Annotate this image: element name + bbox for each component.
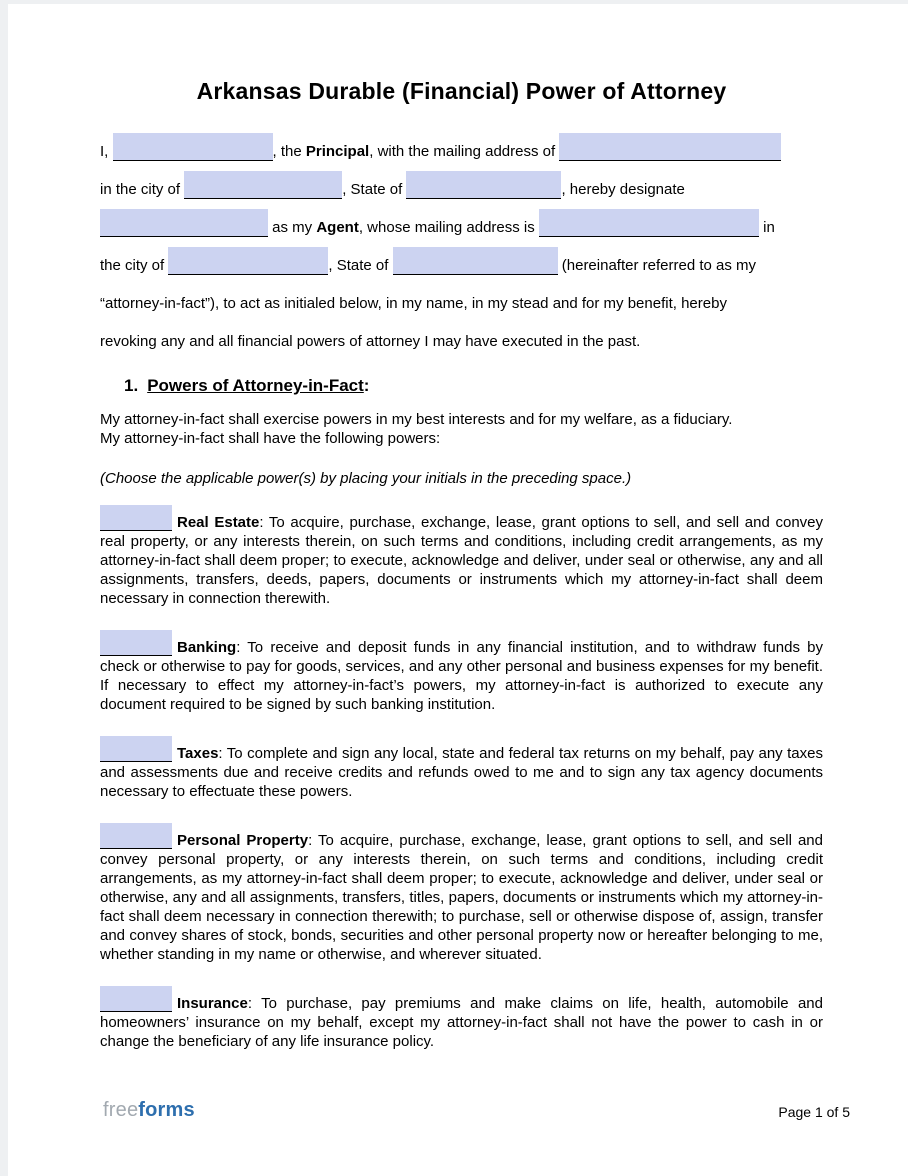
principal-address-field[interactable] <box>559 133 781 161</box>
power-label: Real Estate <box>177 514 260 531</box>
intro-text: , with the mailing address of <box>369 143 560 160</box>
principal-name-field[interactable] <box>113 133 273 161</box>
agent-state-field[interactable] <box>393 247 558 275</box>
power-text: : To acquire, purchase, exchange, lease, grant options to sell, and sell and convey personal property, or any interests therein, on such terms and conditions, including credit arrangements, as my attorney-in-fact shall deem proper; to execute, acknowledge and deliver, under seal or otherwise, any and all assignments, transfers, titles, papers, documents or instruments which my attorney-in-fact shall deem necessary in connection therewith; to purchase, sell or otherwise dispose of, assign, transfer and convey shares of stock, bonds, securities and other personal property now or hereafter belonging to me, whether standing in my name or otherwise, and wherever situated. <box>100 832 823 963</box>
intro-line-3 <box>100 209 823 247</box>
power-text: : To acquire, purchase, exchange, lease, grant options to sell, and sell and convey real property, or any interests therein, on such terms and conditions, including credit arrangements, as my attorney-in-fact shall deem proper; to execute, acknowledge and deliver, under seal or otherwise, any and all assignments, transfers, deeds, papers, documents or instruments which my attorney-in-fact shall deem necessary in connection therewith. <box>100 514 824 607</box>
section-colon: : <box>363 376 370 395</box>
document-title: Arkansas Durable (Financial) Power of Attorney <box>196 78 727 104</box>
power-paragraph-insurance <box>100 986 823 1051</box>
power-paragraph-personal-property <box>100 823 823 964</box>
intro-text: I, <box>100 143 113 160</box>
initials-field-taxes[interactable] <box>100 736 172 762</box>
freeforms-logo <box>103 1099 195 1122</box>
initials-field-real-estate[interactable] <box>100 505 172 531</box>
power-paragraph-banking <box>100 630 823 714</box>
brand-forms: forms <box>138 1099 195 1121</box>
power-label: Personal Property <box>177 832 309 849</box>
intro-text: as my <box>268 219 317 236</box>
intro-text: , whose mailing address is <box>358 219 539 236</box>
intro-line-6 <box>100 323 823 361</box>
page-number: Page 1 of 5 <box>778 1104 850 1120</box>
intro-text: in <box>758 219 775 236</box>
initials-field-personal-property[interactable] <box>100 823 172 849</box>
power-label: Banking <box>177 639 237 656</box>
document-page <box>8 4 908 1176</box>
intro-line-5 <box>100 285 823 323</box>
intro-text: revoking any and all financial powers of attorney I may have executed in the past. <box>100 333 641 350</box>
principal-state-field[interactable] <box>406 171 561 199</box>
power-paragraph-taxes <box>100 736 823 801</box>
power-text: : To receive and deposit funds in any financial institution, and to withdraw funds by check or otherwise to pay for goods, services, and any other personal and business expenses for my benefit. If necessary to effect my attorney-in-fact’s powers, my attorney-in-fact is authorized to execute any document required to be signed by such banking institution. <box>100 639 823 713</box>
brand-free: free <box>103 1099 139 1121</box>
section-number: 1. <box>124 376 139 395</box>
power-label: Insurance <box>177 995 248 1012</box>
power-label: Taxes <box>177 745 219 762</box>
intro-text: , State of <box>328 257 393 274</box>
principal-city-field[interactable] <box>184 171 342 199</box>
agent-term: Agent <box>316 219 359 236</box>
intro-text: , the <box>272 143 306 160</box>
intro-line-2 <box>100 171 823 209</box>
intro-section <box>100 133 823 361</box>
intro-text: the city of <box>100 257 169 274</box>
initials-field-banking[interactable] <box>100 630 172 656</box>
section-heading <box>124 376 823 396</box>
agent-city-field[interactable] <box>168 247 328 275</box>
power-paragraph-real-estate <box>100 505 823 608</box>
agent-address-field[interactable] <box>539 209 759 237</box>
section-title: Powers of Attorney-in-Fact <box>147 376 364 395</box>
principal-term: Principal <box>305 143 370 160</box>
power-text: : To purchase, pay premiums and make claims on life, health, automobile and homeowners’ insurance on my behalf, except my attorney-in-fact shall not have the power to cash in or change the beneficiary of any life insurance policy. <box>100 995 823 1050</box>
intro-line-1 <box>100 133 823 171</box>
intro-text: , State of <box>342 181 407 198</box>
intro-text: , hereby designate <box>561 181 685 198</box>
power-text: : To complete and sign any local, state and federal tax returns on my behalf, pay any taxes and assessments due and receive credits and refunds owed to me and to sign any tax agency documents necessary to effectuate these powers. <box>100 745 823 800</box>
intro-line-4 <box>100 247 823 285</box>
initials-instruction: (Choose the applicable power(s) by placing your initials in the preceding space.) <box>100 470 632 487</box>
initials-field-insurance[interactable] <box>100 986 172 1012</box>
intro-text: (hereinafter referred to as my <box>557 257 757 274</box>
agent-name-field[interactable] <box>100 209 268 237</box>
section-intro-line-2: My attorney-in-fact shall have the following powers: <box>100 430 441 447</box>
intro-text: in the city of <box>100 181 185 198</box>
intro-text: “attorney-in-fact”), to act as initialed below, in my name, in my stead and for my benefit, hereby <box>100 295 727 312</box>
section-intro-line-1: My attorney-in-fact shall exercise powers in my best interests and for my welfare, as a fiduciary. <box>100 411 733 428</box>
